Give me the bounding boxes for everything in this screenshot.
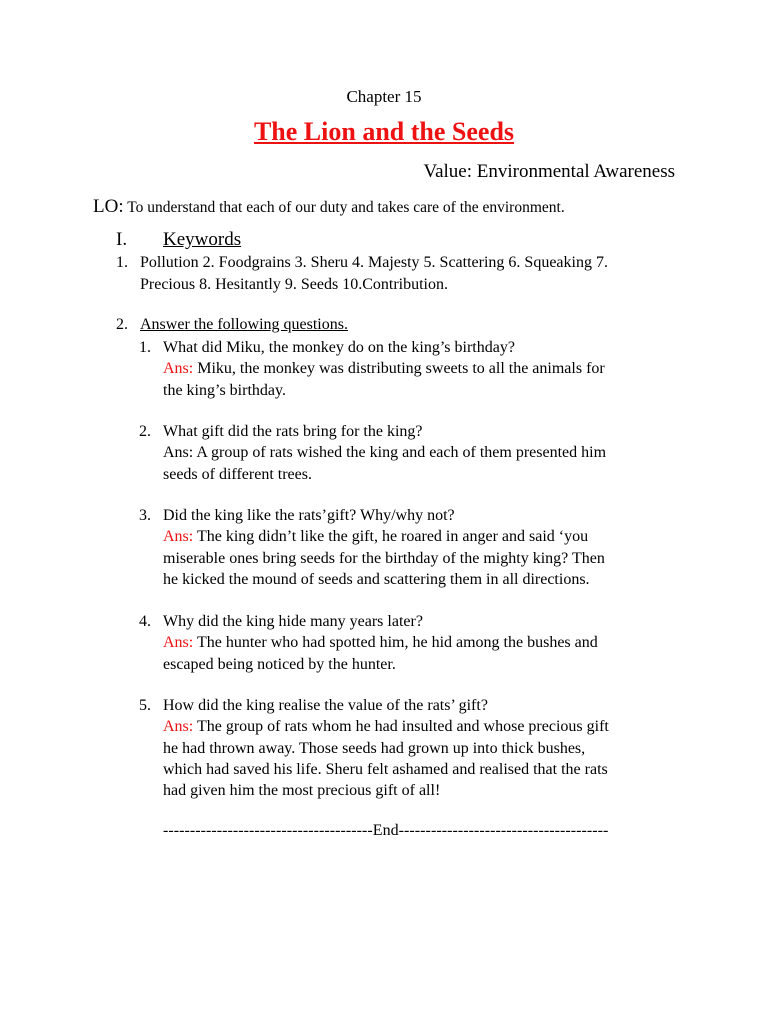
answer-continuation: which had saved his life. Sheru felt ashamed and realised that the rats [163,760,608,778]
question-body [163,505,605,590]
keywords-number: 1. [116,254,128,271]
answer-label: Ans: [163,444,194,462]
question-text: Did the king like the rats’gift? Why/why not? [163,507,455,524]
answer-continuation: he kicked the mound of seeds and scattering them in all directions. [163,570,590,588]
question-number: 3. [139,507,151,524]
answer-label: Ans: [163,718,194,736]
keywords-numeral: I. [116,229,128,250]
answer-continuation: had given him the most precious gift of all! [163,782,441,800]
question-number: 5. [139,697,151,714]
question-text: Why did the king hide many years later? [163,613,423,630]
chapter-label: Chapter 15 [346,87,422,106]
answer-label: Ans: [163,360,194,378]
answer-first-line [163,632,598,653]
answer-continuation: seeds of different trees. [163,465,312,483]
question-number: 4. [139,613,151,630]
question-number: 1. [139,339,151,356]
question-text: What gift did the rats bring for the king? [163,423,423,440]
lo-label: LO: [93,196,124,217]
answer-text: The king didn’t like the gift, he roared in anger and said ‘you [193,528,589,546]
question-body [163,421,606,485]
answer-first-line [163,358,605,379]
answer-continuation: miserable ones bring seeds for the birthday of the mighty king? Then [163,549,605,567]
answer-continuation: he had thrown away. Those seeds had grown up into thick bushes, [163,739,586,757]
answer-text: The group of rats whom he had insulted and whose precious gift [193,718,609,736]
answer-first-line [163,442,606,463]
answer-label: Ans: [163,528,194,546]
lo-text: To understand that each of our duty and takes care of the environment. [127,199,565,216]
section-heading: Answer the following questions. [140,316,348,333]
end-divider: ---------------------------------------End--------------------------------------- [163,822,609,839]
answer-text: The hunter who had spotted him, he hid among the bushes and [193,634,598,652]
question-text: How did the king realise the value of the rats’ gift? [163,697,488,714]
question-body [163,611,598,675]
question-body [163,337,605,401]
keywords-heading: Keywords [163,229,242,250]
question-number: 2. [139,423,151,440]
answer-first-line [163,716,609,737]
answer-text: A group of rats wished the king and each of them presented him [193,444,607,462]
answer-continuation: escaped being noticed by the hunter. [163,655,396,673]
questions-section-heading [116,316,416,338]
page-title: The Lion and the Seeds [253,117,515,146]
answer-continuation: the king’s birthday. [163,381,286,399]
section-number: 2. [116,316,128,333]
learning-objective [93,196,565,218]
question-body [163,695,609,801]
answer-label: Ans: [163,634,194,652]
keywords-line-2: Precious 8. Hesitantly 9. Seeds 10.Contribution. [140,275,448,293]
answer-text: Miku, the monkey was distributing sweets to all the animals for [193,360,605,378]
keywords-list [116,252,676,296]
answer-first-line [163,526,605,547]
question-text: What did Miku, the monkey do on the king’s birthday? [163,339,515,356]
keywords-line-1: Pollution 2. Foodgrains 3. Sheru 4. Majesty 5. Scattering 6. Squeaking 7. [140,254,608,271]
value-line: Value: Environmental Awareness [423,161,675,182]
